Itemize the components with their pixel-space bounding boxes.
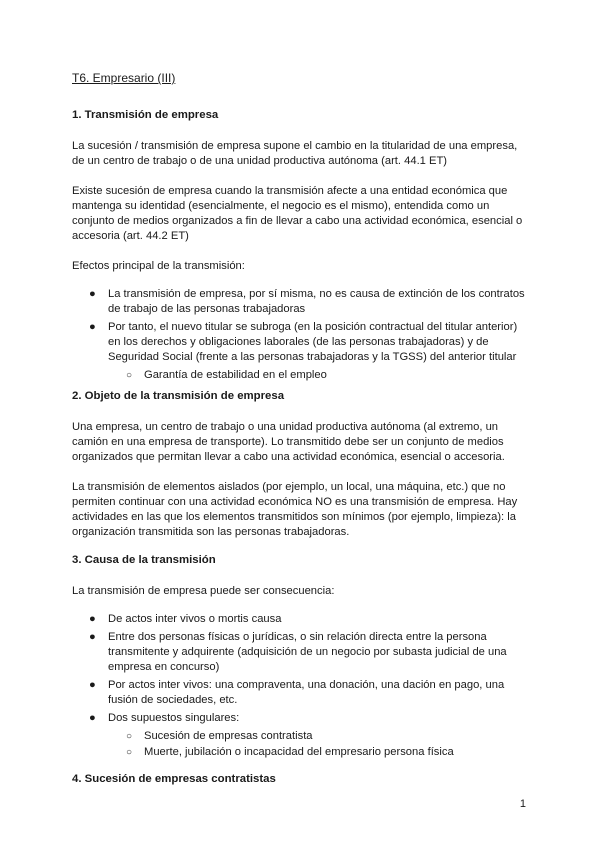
list-item-text: Por tanto, el nuevo titular se subroga (en la posición contractual del titular anterior) en los derechos y obligaciones laborales (de las personas trabajadoras) y de Seguridad Social (frente a las personas trabajadoras y la TGSS) del anterior titular [108, 321, 518, 363]
list-item-text: De actos inter vivos o mortis causa [108, 613, 282, 625]
bullet-icon: ● [89, 679, 96, 691]
paragraph: Una empresa, un centro de trabajo o una unidad productiva autónoma (al extremo, un camión en una empresa de transporte). Lo transmitido debe ser un conjunto de medios organizados que permitan llevar a cabo una actividad económica, esencial o accesoria. [72, 421, 505, 463]
list-item [72, 287, 532, 317]
section-heading: 2. Objeto de la transmisión de empresa [72, 390, 285, 402]
paragraph: Efectos principal de la transmisión: [72, 260, 245, 272]
bullet-icon: ● [89, 321, 96, 333]
bullet-list [72, 612, 532, 760]
sub-list-item-text: Sucesión de empresas contratista [144, 730, 313, 742]
paragraph: La transmisión de elementos aislados (por ejemplo, un local, una máquina, etc.) que no permiten continuar con una actividad económica NO es una transmisión de empresa. Hay actividades en las que los elementos transmitidos son mínimos (por ejemplo, limpieza): la organización transmitida son las personas trabajadoras. [72, 481, 518, 538]
bullet-icon: ● [89, 712, 96, 724]
sub-list-item [72, 745, 532, 760]
bullet-icon: ● [89, 288, 96, 300]
bullet-icon: ● [89, 613, 96, 625]
list-item [72, 678, 532, 708]
sub-bullet-icon: ○ [126, 747, 133, 758]
list-item-text: Entre dos personas físicas o jurídicas, o sin relación directa entre la persona transmitente y adquirente (adquisición de un negocio por subasta judicial de una empresa en concurso) [108, 631, 507, 673]
bullet-icon: ● [89, 631, 96, 643]
list-item [72, 320, 532, 365]
paragraph: La sucesión / transmisión de empresa supone el cambio en la titularidad de una empresa, de un centro de trabajo o de una unidad productiva autónoma (art. 44.1 ET) [72, 140, 518, 167]
sub-list-item [72, 729, 532, 744]
section-heading: 1. Transmisión de empresa [72, 109, 219, 121]
list-item-text: Por actos inter vivos: una compraventa, una donación, una dación en pago, una fusión de sociedades, etc. [108, 679, 505, 706]
sub-bullet-icon: ○ [126, 731, 133, 742]
list-item [72, 711, 532, 726]
list-item [72, 612, 532, 627]
section-heading: 4. Sucesión de empresas contratistas [72, 773, 276, 785]
sub-list-item [72, 368, 532, 383]
list-item-text: Dos supuestos singulares: [108, 712, 240, 724]
document-page [72, 71, 532, 803]
paragraph: La transmisión de empresa puede ser consecuencia: [72, 585, 335, 597]
bullet-list [72, 287, 532, 383]
sub-bullet-icon: ○ [126, 370, 133, 381]
paragraph: Existe sucesión de empresa cuando la transmisión afecte a una entidad económica que mantenga su identidad (esencialmente, el negocio es el mismo), entendida como un conjunto de medios organizados a fin de llevar a cabo una actividad económica, esencial o accesoria (art. 44.2 ET) [72, 185, 523, 242]
list-item-text: La transmisión de empresa, por sí misma, no es causa de extinción de los contratos de trabajo de las personas trabajadoras [108, 288, 525, 315]
sub-list-item-text: Garantía de estabilidad en el empleo [144, 369, 327, 381]
section-heading: 3. Causa de la transmisión [72, 554, 216, 566]
document-title: T6. Empresario (III) [72, 71, 176, 85]
sub-list-item-text: Muerte, jubilación o incapacidad del empresario persona física [144, 746, 454, 758]
page-number: 1 [519, 798, 526, 810]
list-item [72, 630, 532, 675]
